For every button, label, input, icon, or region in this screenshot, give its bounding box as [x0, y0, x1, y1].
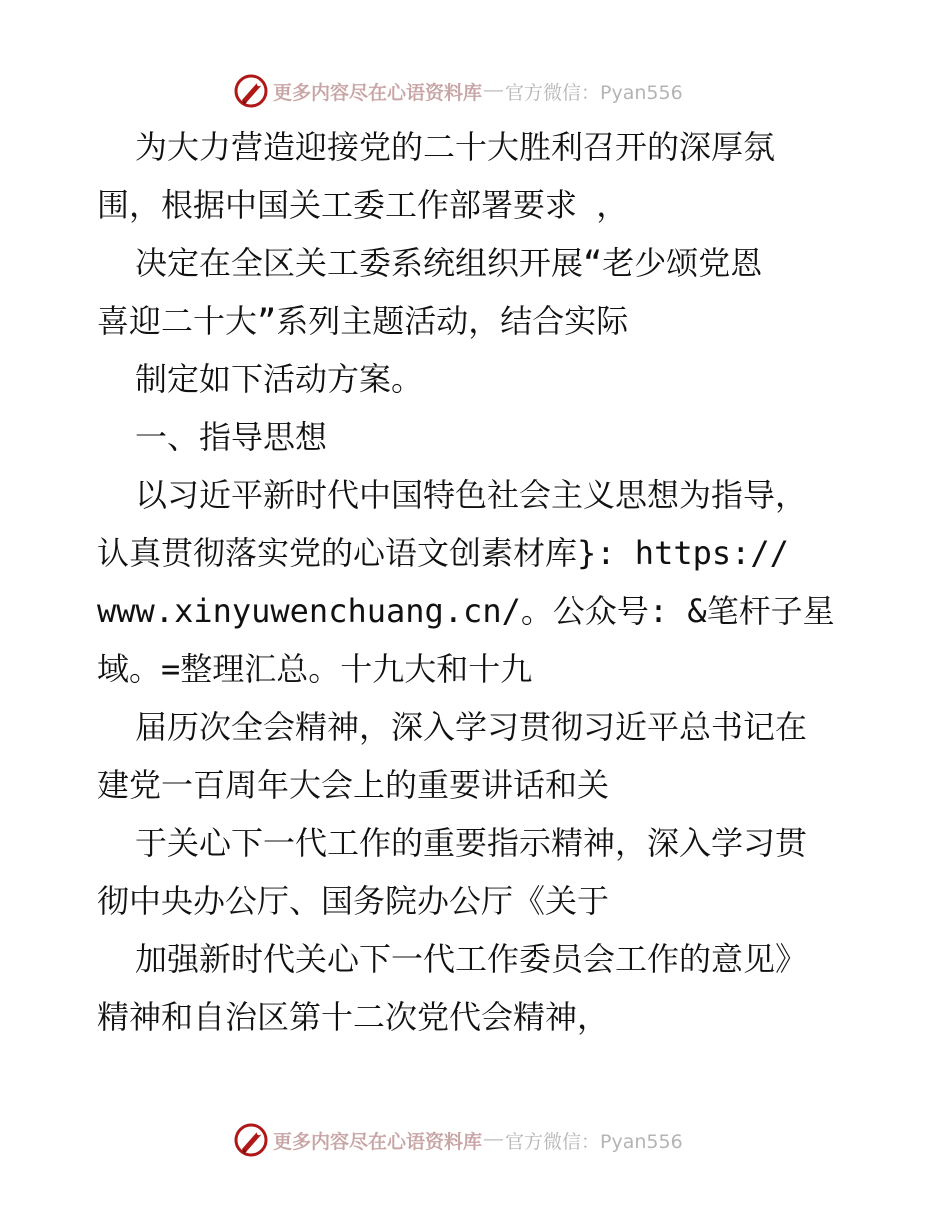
text-line: 为大力营造迎接党的二十大胜利召开的深厚氛: [135, 128, 776, 166]
banner-wechat-text: 官方微信：Pyan556: [505, 1130, 683, 1153]
text-line: 彻中央办公厅、国务院办公厅《关于: [97, 882, 610, 920]
text-line: 认真贯彻落实党的心语文创素材库}: https://: [97, 534, 789, 572]
footer-watermark-banner: [233, 1120, 683, 1160]
pen-logo-icon: [233, 1122, 269, 1158]
document-body: [97, 118, 877, 1046]
text-line: www.xinyuwenchuang.cn/。公众号: &笔杆子星: [97, 592, 835, 630]
text-line: 届历次全会精神，深入学习贯彻习近平总书记在: [135, 708, 808, 746]
text-line: 域。=整理汇总。十九大和十九: [97, 650, 533, 688]
text-line: 以习近平新时代中国特色社会主义思想为指导，: [135, 476, 808, 514]
text-line: 决定在全区关工委系统组织开展“老少颂党恩: [135, 244, 763, 282]
pen-logo-icon: [233, 73, 269, 109]
section-heading: 一、指导思想: [135, 418, 328, 456]
text-line: 制定如下活动方案。: [135, 360, 424, 398]
banner-wechat-text: 官方微信：Pyan556: [505, 81, 683, 104]
header-watermark-banner: [233, 71, 683, 111]
text-line: 于关心下一代工作的重要指示精神，深入学习贯: [135, 824, 808, 862]
banner-library-text: 更多内容尽在心语资料库: [273, 81, 483, 104]
banner-separator: —: [484, 80, 504, 101]
text-line: 建党一百周年大会上的重要讲话和关: [97, 766, 610, 804]
text-line: 喜迎二十大”系列主题活动，结合实际: [97, 302, 629, 340]
text-line: 精神和自治区第十二次党代会精神，: [97, 998, 610, 1036]
text-line: 围，根据中国关工委工作部署要求 ，: [97, 186, 629, 224]
banner-library-text: 更多内容尽在心语资料库: [273, 1130, 483, 1153]
text-line: 加强新时代关心下一代工作委员会工作的意见》: [135, 940, 808, 978]
banner-separator: —: [484, 1129, 504, 1150]
